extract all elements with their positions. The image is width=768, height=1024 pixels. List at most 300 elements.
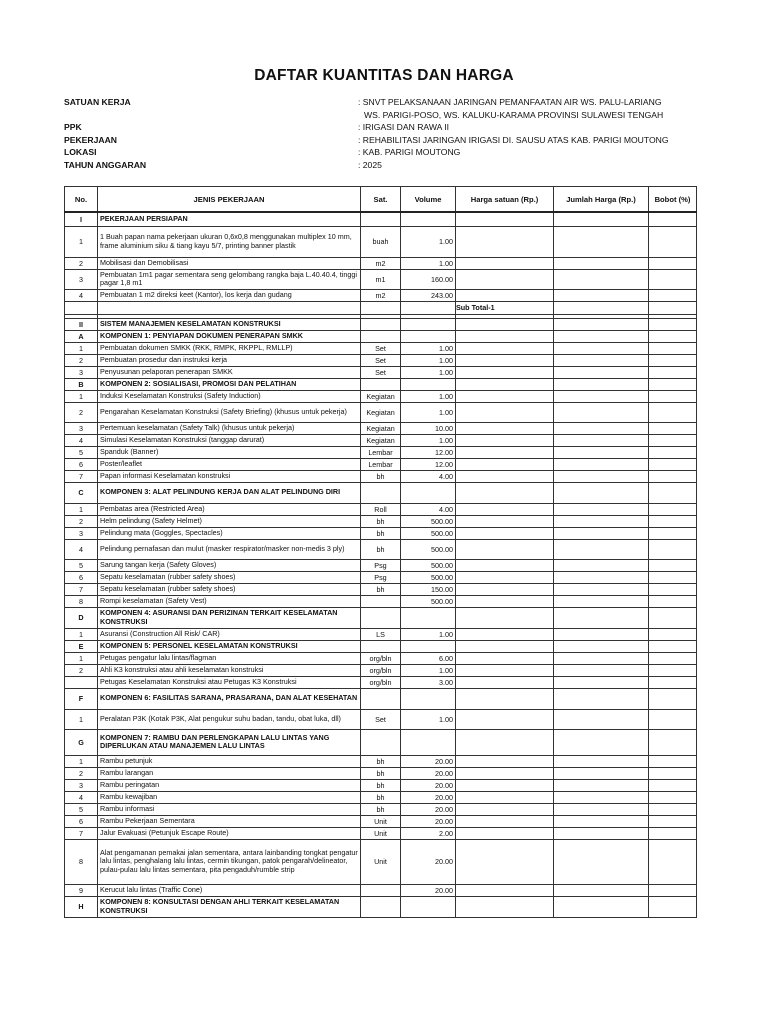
cell-weight [649,330,697,342]
cell-volume: 20.00 [401,767,456,779]
table-row [65,422,697,434]
cell-weight [649,803,697,815]
cell-total-price [554,212,649,226]
cell-weight [649,640,697,652]
cell-no: 5 [65,559,98,571]
cell-job: Induksi Keselamatan Konstruksi (Safety Induction) [98,390,361,402]
info-row-tahun-anggaran [64,159,744,172]
cell-job: KOMPONEN 1: PENYIAPAN DOKUMEN PENERAPAN SMKK [98,330,361,342]
cell-no: D [65,607,98,628]
cell-job: Rambu Pekerjaan Sementara [98,815,361,827]
cell-unit-price [456,664,554,676]
cell-unit-price [456,422,554,434]
cell-total-price [554,470,649,482]
cell-job: KOMPONEN 8: KONSULTASI DENGAN AHLI TERKAIT KESELAMATAN KONSTRUKSI [98,896,361,917]
cell-unit-price [456,884,554,896]
cell-no: A [65,330,98,342]
cell-unit-price [456,434,554,446]
cell-total-price [554,301,649,314]
cell-weight [649,709,697,729]
cell-job: KOMPONEN 2: SOSIALISASI, PROMOSI DAN PELATIHAN [98,378,361,390]
cell-unit: Kegiatan [361,390,401,402]
cell-weight [649,839,697,884]
cell-job: KOMPONEN 3: ALAT PELINDUNG KERJA DAN ALAT PELINDUNG DIRI [98,482,361,503]
cell-unit-price [456,289,554,301]
cell-total-price [554,791,649,803]
cell-job: Spanduk (Banner) [98,446,361,458]
info-label: PEKERJAAN [64,134,118,145]
cell-total-price [554,539,649,559]
info-value: : 2025 [358,159,382,170]
cell-unit: Unit [361,839,401,884]
cell-volume: 1.00 [401,709,456,729]
cell-unit-price [456,342,554,354]
cell-weight [649,482,697,503]
table-row [65,390,697,402]
cell-total-price [554,318,649,330]
cell-unit: bh [361,767,401,779]
cell-no: 1 [65,628,98,640]
cell-unit-price [456,470,554,482]
cell-no: F [65,688,98,709]
cell-weight [649,884,697,896]
cell-unit: bh [361,803,401,815]
cell-unit: bh [361,779,401,791]
cell-weight [649,676,697,688]
group-row [65,640,697,652]
cell-total-price [554,257,649,269]
cell-no: 6 [65,458,98,470]
header-no: No. [65,187,98,213]
cell-total-price [554,729,649,755]
cell-total-price [554,289,649,301]
cell-unit: bh [361,583,401,595]
cell-unit-price [456,791,554,803]
cell-volume [401,482,456,503]
cell-unit: Set [361,354,401,366]
cell-unit-price [456,779,554,791]
cell-unit [361,482,401,503]
cell-no: 9 [65,884,98,896]
cell-job: KOMPONEN 6: FASILITAS SARANA, PRASARANA, DAN ALAT KESEHATAN [98,688,361,709]
cell-total-price [554,402,649,422]
cell-job: Ahli K3 konstruksi atau ahli keselamatan konstruksi [98,664,361,676]
cell-job: Pelindung mata (Goggles, Spectacles) [98,527,361,539]
cell-job: Papan informasi Keselamatan konstruksi [98,470,361,482]
info-row-satuan-kerja [64,96,744,121]
cell-total-price [554,446,649,458]
cell-volume: 1.00 [401,342,456,354]
cell-job: Helm pelindung (Safety Helmet) [98,515,361,527]
subtotal-label: Sub Total-1 [456,301,554,314]
cell-total-price [554,767,649,779]
cell-weight [649,378,697,390]
cell-weight [649,767,697,779]
cell-unit-price [456,446,554,458]
cell-job: Kerucut lalu lintas (Traffic Cone) [98,884,361,896]
cell-no: H [65,896,98,917]
info-value [358,96,744,121]
cell-weight [649,652,697,664]
cell-unit-price [456,559,554,571]
cell-unit-price [456,269,554,289]
cell-unit [361,595,401,607]
cell-weight [649,755,697,767]
info-value-text: : SNVT PELAKSANAAN JARINGAN PEMANFAATAN AIR WS. PALU-LARIANG [358,97,662,107]
section-row [65,212,697,226]
cell-no: G [65,729,98,755]
cell-weight [649,422,697,434]
cell-unit-price [456,896,554,917]
cell-weight [649,583,697,595]
cell-weight [649,269,697,289]
cell-unit-price [456,839,554,884]
cell-total-price [554,709,649,729]
cell-no: 7 [65,583,98,595]
cell-job: Mobilisasi dan Demobilisasi [98,257,361,269]
cell-unit: bh [361,515,401,527]
cell-no: 4 [65,434,98,446]
info-label: SATUAN KERJA [64,97,131,107]
cell-job: Sarung tangan kerja (Safety Gloves) [98,559,361,571]
cell-unit: Lembar [361,446,401,458]
cell-volume: 1.00 [401,226,456,257]
cell-total-price [554,559,649,571]
table-row [65,676,697,688]
cell-unit-price [456,503,554,515]
cell-total-price [554,652,649,664]
cell-job: Rambu kewajiban [98,791,361,803]
cell-no [65,301,98,314]
cell-weight [649,779,697,791]
cell-unit: buah [361,226,401,257]
cell-no: 6 [65,571,98,583]
cell-unit [361,729,401,755]
cell-job: Poster/leaflet [98,458,361,470]
cell-volume [401,688,456,709]
project-info [64,96,744,172]
cell-no: 2 [65,354,98,366]
header-total-price: Jumlah Harga (Rp.) [554,187,649,213]
cell-no: 6 [65,815,98,827]
cell-volume [401,729,456,755]
cell-unit-price [456,226,554,257]
table-row [65,815,697,827]
cell-unit: Unit [361,827,401,839]
group-row [65,330,697,342]
cell-total-price [554,458,649,470]
cell-total-price [554,688,649,709]
cell-weight [649,503,697,515]
cell-no: E [65,640,98,652]
cell-unit: Psg [361,559,401,571]
cell-no: 7 [65,827,98,839]
info-row-ppk [64,121,744,134]
cell-weight [649,607,697,628]
cell-unit-price [456,827,554,839]
cell-no: 7 [65,470,98,482]
cell-weight [649,318,697,330]
cell-volume [401,301,456,314]
cell-volume [401,640,456,652]
cell-unit: m2 [361,289,401,301]
cell-total-price [554,664,649,676]
cell-weight [649,559,697,571]
cell-job: Pembatas area (Restricted Area) [98,503,361,515]
cell-job: Pelindung pernafasan dan mulut (masker respirator/masker non-medis 3 ply) [98,539,361,559]
cell-total-price [554,527,649,539]
cell-job: Pengarahan Keselamatan Konstruksi (Safety Briefing) (khusus untuk pekerja) [98,402,361,422]
cell-weight [649,896,697,917]
cell-job: KOMPONEN 5: PERSONEL KESELAMATAN KONSTRUKSI [98,640,361,652]
header-unit-price: Harga satuan (Rp.) [456,187,554,213]
cell-unit-price [456,676,554,688]
cell-total-price [554,390,649,402]
cell-total-price [554,482,649,503]
group-row [65,607,697,628]
cell-weight [649,664,697,676]
cell-volume: 1.00 [401,390,456,402]
info-label: PPK [64,122,82,133]
cell-job [98,301,361,314]
cell-job: Alat pengamanan pemakai jalan sementara, antara lainbanding tongkat pengatur lalu lintas, penghalang lalu lintas, cermin tikungan, patok pengarah/delineator, pulau-pulau lalu lintas sementara, pita pengaduh/rumble strip [98,839,361,884]
cell-total-price [554,779,649,791]
cell-unit-price [456,815,554,827]
cell-total-price [554,354,649,366]
cell-unit-price [456,354,554,366]
cell-weight [649,515,697,527]
cell-total-price [554,571,649,583]
cell-volume: 500.00 [401,559,456,571]
cell-unit: Kegiatan [361,402,401,422]
cell-total-price [554,434,649,446]
info-value-continuation: WS. PARIGI-POSO, WS. KALUKU-KARAMA PROVINSI SULAWESI TENGAH [364,109,664,120]
table-row [65,366,697,378]
cell-unit: org/bln [361,652,401,664]
cell-job: Rambu larangan [98,767,361,779]
cell-total-price [554,640,649,652]
cell-volume: 150.00 [401,583,456,595]
cell-weight [649,402,697,422]
cell-job: Pembuatan prosedur dan instruksi kerja [98,354,361,366]
cell-volume: 20.00 [401,779,456,791]
table-row [65,628,697,640]
cell-job: Penyusunan pelaporan penerapan SMKK [98,366,361,378]
cell-unit-price [456,527,554,539]
cell-no [65,676,98,688]
cell-unit: Set [361,342,401,354]
cell-no: 8 [65,839,98,884]
cell-volume: 1.00 [401,434,456,446]
table-row [65,515,697,527]
cell-no: 4 [65,539,98,559]
cell-unit-price [456,607,554,628]
cell-no: 1 [65,652,98,664]
cell-volume: 6.00 [401,652,456,664]
table-row [65,257,697,269]
cell-weight [649,791,697,803]
cell-job: KOMPONEN 4: ASURANSI DAN PERIZINAN TERKAIT KESELAMATAN KONSTRUKSI [98,607,361,628]
cell-total-price [554,342,649,354]
cell-job: Pembuatan dokumen SMKK (RKK, RMPK, RKPPL, RMLLP) [98,342,361,354]
table-row [65,664,697,676]
table-row [65,827,697,839]
info-value: : IRIGASI DAN RAWA II [358,122,450,133]
cell-job: 1 Buah papan nama pekerjaan ukuran 0,6x0,8 menggunakan multiplex 10 mm, frame aluminium siku & tiang kayu 5/7, printing banner plastik [98,226,361,257]
cell-no: 1 [65,503,98,515]
cell-unit-price [456,729,554,755]
cell-unit [361,884,401,896]
cell-unit [361,318,401,330]
cell-unit [361,330,401,342]
cell-volume [401,318,456,330]
cell-volume: 1.00 [401,628,456,640]
cell-no: 8 [65,595,98,607]
cell-unit-price [456,257,554,269]
cell-total-price [554,628,649,640]
cell-no: 1 [65,709,98,729]
table-row [65,839,697,884]
cell-total-price [554,269,649,289]
cell-weight [649,434,697,446]
cell-no: 3 [65,422,98,434]
table-row [65,269,697,289]
cell-job: Pembuatan 1 m2 direksi keet (Kantor), los kerja dan gudang [98,289,361,301]
cell-total-price [554,607,649,628]
cell-unit: org/bln [361,664,401,676]
cell-volume: 20.00 [401,755,456,767]
cell-volume: 1.00 [401,402,456,422]
cell-weight [649,289,697,301]
cell-no: 2 [65,767,98,779]
cell-unit: bh [361,539,401,559]
table-row [65,884,697,896]
cell-total-price [554,827,649,839]
cell-no: 2 [65,664,98,676]
info-value: : REHABILITASI JARINGAN IRIGASI DI. SAUSU ATAS KAB. PARIGI MOUTONG [358,134,669,145]
cell-unit-price [456,330,554,342]
document-title: DAFTAR KUANTITAS DAN HARGA [254,67,514,84]
cell-total-price [554,366,649,378]
cell-unit: Lembar [361,458,401,470]
cell-volume [401,607,456,628]
cell-unit [361,378,401,390]
table-row [65,559,697,571]
cell-unit [361,640,401,652]
table-row [65,539,697,559]
cell-unit-price [456,755,554,767]
table-row [65,354,697,366]
cell-unit-price [456,628,554,640]
cell-weight [649,366,697,378]
cell-volume: 4.00 [401,470,456,482]
cell-total-price [554,676,649,688]
cell-unit-price [456,583,554,595]
info-row-lokasi [64,146,744,159]
cell-volume: 2.00 [401,827,456,839]
section-row [65,318,697,330]
cell-volume [401,212,456,226]
header-unit: Sat. [361,187,401,213]
cell-unit [361,896,401,917]
cell-no: 1 [65,390,98,402]
cell-unit: m2 [361,257,401,269]
cell-job: Jalur Evakuasi (Petunjuk Escape Route) [98,827,361,839]
cell-no: 3 [65,269,98,289]
cell-weight [649,226,697,257]
quantity-price-table [64,186,697,918]
cell-volume: 500.00 [401,515,456,527]
cell-unit-price [456,515,554,527]
cell-volume: 1.00 [401,366,456,378]
cell-no: 2 [65,402,98,422]
cell-no: 2 [65,515,98,527]
cell-volume: 12.00 [401,458,456,470]
cell-job: Asuransi (Construction All Risk/ CAR) [98,628,361,640]
cell-weight [649,827,697,839]
cell-unit-price [456,652,554,664]
cell-no: 1 [65,755,98,767]
cell-volume: 160.00 [401,269,456,289]
info-row-pekerjaan [64,134,744,147]
cell-volume: 20.00 [401,815,456,827]
cell-no: 1 [65,226,98,257]
cell-unit-price [456,390,554,402]
cell-unit [361,301,401,314]
cell-total-price [554,583,649,595]
cell-volume: 20.00 [401,884,456,896]
cell-unit-price [456,402,554,422]
cell-weight [649,628,697,640]
info-value: : KAB. PARIGI MOUTONG [358,147,461,158]
table-row [65,583,697,595]
cell-no: B [65,378,98,390]
cell-job: Sepatu keselamatan (rubber safety shoes) [98,583,361,595]
cell-job: Simulasi Keselamatan Konstruksi (tanggap darurat) [98,434,361,446]
cell-unit-price [456,366,554,378]
cell-unit: bh [361,470,401,482]
cell-weight [649,354,697,366]
info-label: LOKASI [64,147,97,158]
cell-total-price [554,422,649,434]
cell-no: 1 [65,342,98,354]
cell-volume: 500.00 [401,539,456,559]
cell-volume: 1.00 [401,354,456,366]
cell-no: 3 [65,779,98,791]
cell-volume: 3.00 [401,676,456,688]
cell-unit: bh [361,527,401,539]
cell-unit [361,607,401,628]
header-volume: Volume [401,187,456,213]
header-weight: Bobot (%) [649,187,697,213]
cell-weight [649,458,697,470]
table-row [65,226,697,257]
cell-unit: LS [361,628,401,640]
cell-job: Rompi keselamatan (Safety Vest) [98,595,361,607]
group-row [65,482,697,503]
cell-volume: 500.00 [401,527,456,539]
table-body [65,212,697,917]
cell-total-price [554,803,649,815]
cell-volume [401,378,456,390]
cell-job: Rambu petunjuk [98,755,361,767]
cell-unit-price [456,595,554,607]
cell-total-price [554,815,649,827]
cell-no: II [65,318,98,330]
cell-unit: Unit [361,815,401,827]
group-row [65,896,697,917]
cell-volume: 500.00 [401,571,456,583]
